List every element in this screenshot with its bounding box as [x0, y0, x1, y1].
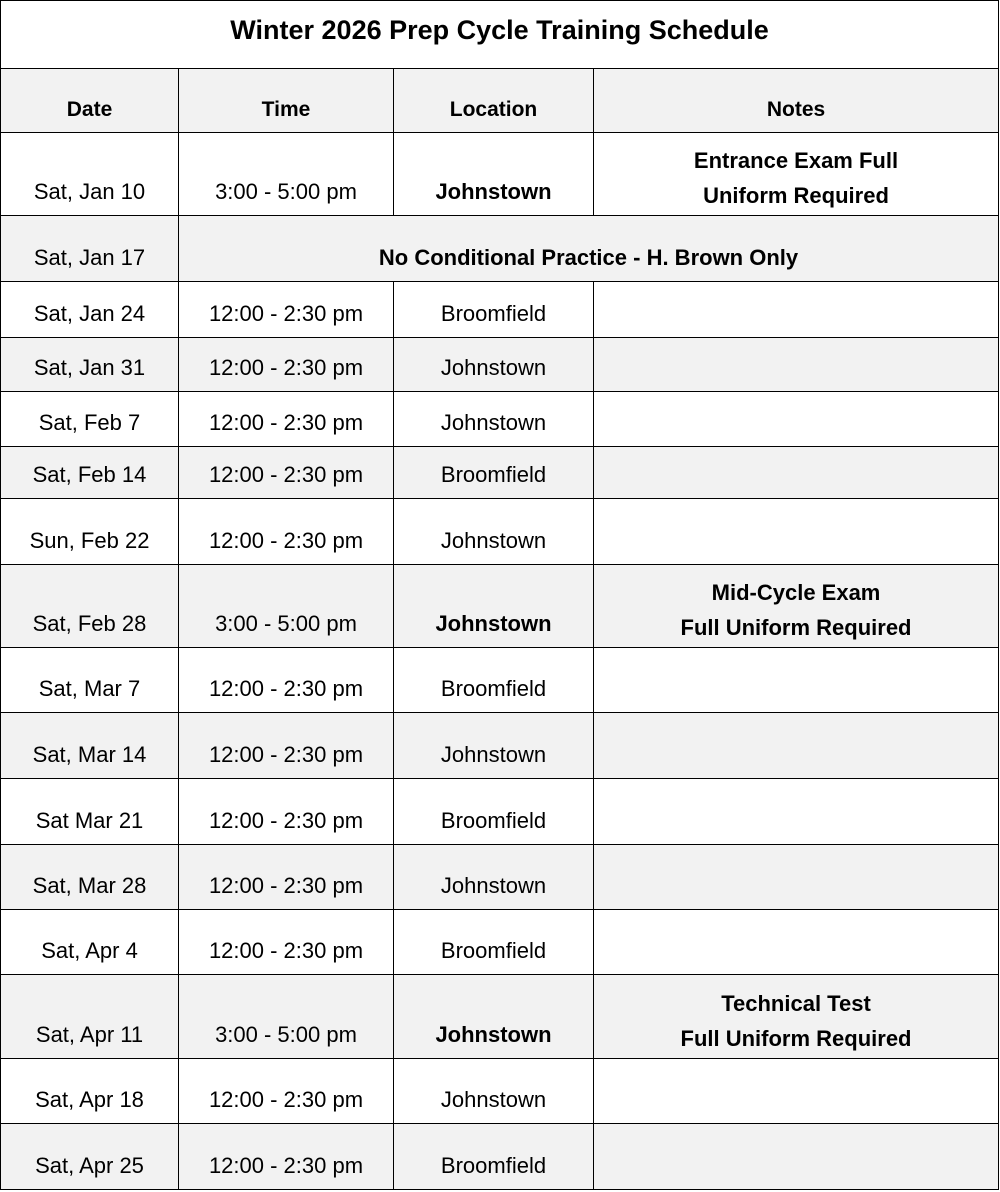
table-row: [1, 133, 999, 216]
table-row: [1, 975, 999, 1059]
table-row: [1, 713, 999, 779]
note-line-1: Mid-Cycle Exam: [711, 580, 881, 605]
date-cell: Sat, Mar 7: [1, 648, 179, 713]
table-row: [1, 845, 999, 910]
notes-cell: [594, 338, 999, 392]
notes-cell: [594, 1124, 999, 1190]
location-cell: Johnstown: [394, 499, 594, 565]
location-cell: Johnstown: [394, 845, 594, 910]
location-cell: Johnstown: [394, 338, 594, 392]
table-row: [1, 779, 999, 845]
time-cell: 12:00 - 2:30 pm: [179, 910, 394, 975]
date-cell: Sun, Feb 22: [1, 499, 179, 565]
notes-cell: [594, 845, 999, 910]
date-cell: Sat, Jan 17: [1, 216, 179, 282]
notes-cell: [594, 133, 999, 216]
date-cell: Sat, Feb 14: [1, 447, 179, 499]
notes-cell: [594, 779, 999, 845]
location-cell: Johnstown: [394, 1059, 594, 1124]
table-row: [1, 392, 999, 447]
time-cell: 12:00 - 2:30 pm: [179, 447, 394, 499]
notes-cell: [594, 910, 999, 975]
date-cell: Sat, Apr 18: [1, 1059, 179, 1124]
location-cell: Broomfield: [394, 1124, 594, 1190]
table-row: [1, 565, 999, 648]
date-cell: Sat, Mar 14: [1, 713, 179, 779]
time-cell: 3:00 - 5:00 pm: [179, 975, 394, 1059]
table-row: [1, 338, 999, 392]
notes-cell: [594, 975, 999, 1059]
note-line-2: Uniform Required: [703, 183, 889, 208]
date-cell: Sat, Jan 10: [1, 133, 179, 216]
table-row: [1, 910, 999, 975]
header-location: Location: [394, 69, 594, 133]
location-cell: Broomfield: [394, 910, 594, 975]
header-row: [1, 69, 999, 133]
note-line-2: Full Uniform Required: [680, 1026, 912, 1051]
merged-notice-cell: No Conditional Practice - H. Brown Only: [179, 216, 999, 282]
header-date: Date: [1, 69, 179, 133]
date-cell: Sat, Mar 28: [1, 845, 179, 910]
table-row: [1, 216, 999, 282]
date-cell: Sat, Jan 31: [1, 338, 179, 392]
time-cell: 12:00 - 2:30 pm: [179, 779, 394, 845]
table-row: [1, 499, 999, 565]
location-cell: Broomfield: [394, 447, 594, 499]
date-cell: Sat, Jan 24: [1, 282, 179, 338]
notes-cell: [594, 447, 999, 499]
time-cell: 12:00 - 2:30 pm: [179, 282, 394, 338]
notes-cell: [594, 648, 999, 713]
time-cell: 12:00 - 2:30 pm: [179, 1059, 394, 1124]
location-cell: Broomfield: [394, 779, 594, 845]
time-cell: 12:00 - 2:30 pm: [179, 713, 394, 779]
table-row: [1, 447, 999, 499]
notes-cell: [594, 1059, 999, 1124]
date-cell: Sat, Feb 7: [1, 392, 179, 447]
time-cell: 12:00 - 2:30 pm: [179, 338, 394, 392]
header-time: Time: [179, 69, 394, 133]
date-cell: Sat, Apr 4: [1, 910, 179, 975]
location-cell: Johnstown: [394, 975, 594, 1059]
table-row: [1, 1124, 999, 1190]
notes-cell: [594, 565, 999, 648]
time-cell: 12:00 - 2:30 pm: [179, 1124, 394, 1190]
time-cell: 3:00 - 5:00 pm: [179, 565, 394, 648]
note-line-1: Entrance Exam Full: [693, 148, 899, 173]
time-cell: 3:00 - 5:00 pm: [179, 133, 394, 216]
note-line-1: Technical Test: [721, 991, 871, 1016]
time-cell: 12:00 - 2:30 pm: [179, 648, 394, 713]
time-cell: 12:00 - 2:30 pm: [179, 499, 394, 565]
notes-cell: [594, 713, 999, 779]
time-cell: 12:00 - 2:30 pm: [179, 845, 394, 910]
note-line-2: Full Uniform Required: [680, 615, 912, 640]
location-cell: Johnstown: [394, 713, 594, 779]
schedule-title: Winter 2026 Prep Cycle Training Schedule: [1, 1, 999, 69]
location-cell: Johnstown: [394, 565, 594, 648]
table-row: [1, 282, 999, 338]
location-cell: Broomfield: [394, 282, 594, 338]
date-cell: Sat, Apr 25: [1, 1124, 179, 1190]
table-row: [1, 648, 999, 713]
time-cell: 12:00 - 2:30 pm: [179, 392, 394, 447]
notes-cell: [594, 392, 999, 447]
location-cell: Johnstown: [394, 133, 594, 216]
header-notes: Notes: [594, 69, 999, 133]
location-cell: Broomfield: [394, 648, 594, 713]
location-cell: Johnstown: [394, 392, 594, 447]
date-cell: Sat, Feb 28: [1, 565, 179, 648]
date-cell: Sat, Apr 11: [1, 975, 179, 1059]
notes-cell: [594, 499, 999, 565]
notes-cell: [594, 282, 999, 338]
date-cell: Sat Mar 21: [1, 779, 179, 845]
table-row: [1, 1059, 999, 1124]
